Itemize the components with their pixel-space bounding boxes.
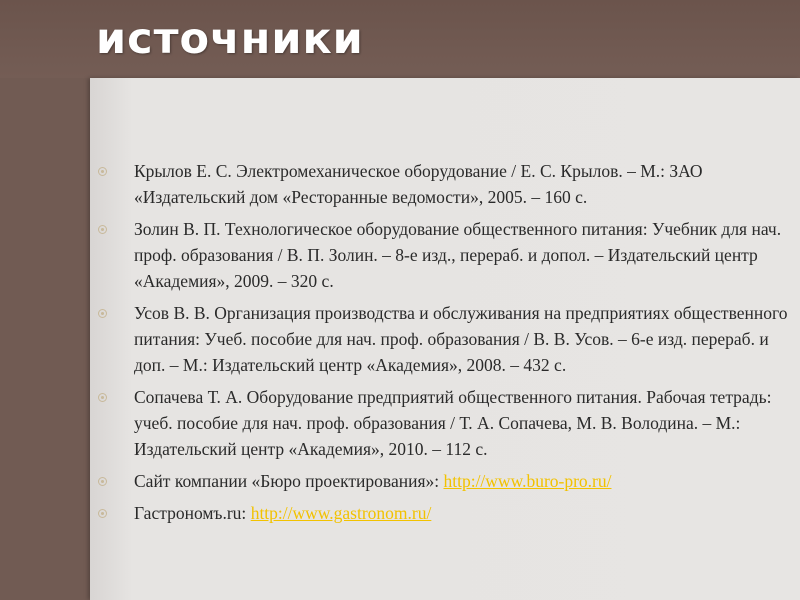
source-text: Золин В. П. Технологическое оборудование общественного питания: Учебник для нач. проф. образования / В. П. Золин. – 8-е изд., перераб. и допол. – Издательский центр «Академия», 2009. – 320 с. [134,219,782,291]
source-item-6 [90,500,800,526]
circle-bullet-icon [98,509,107,518]
circle-bullet-icon [98,225,107,234]
sources-list [90,158,800,532]
slide-title: источники [96,14,364,64]
source-text: Сайт компании «Бюро проектирования»: [134,471,444,491]
circle-bullet-icon [98,477,107,486]
circle-bullet-icon [98,309,107,318]
source-item-4 [90,384,800,462]
content-panel [90,78,800,600]
source-item-3 [90,300,800,378]
circle-bullet-icon [98,393,107,402]
source-text: Усов В. В. Организация производства и обслуживания на предприятиях общественного питания: Учеб. пособие для нач. проф. образования / В. В. Усов. – 6-е изд. перераб. и доп. – М.: Издательский центр «Академия», 2008. – 432 с. [134,303,788,375]
source-item-1 [90,158,800,210]
source-item-5 [90,468,800,494]
buro-pro-link[interactable]: http://www.buro-pro.ru/ [443,471,612,491]
circle-bullet-icon [98,167,107,176]
source-text: Сопачева Т. А. Оборудование предприятий общественного питания. Рабочая тетрадь: учеб. пособие для нач. проф. образования / Т. А. Сопачева, М. В. Володина. – М.: Издательский центр «Академия», 2010. – 112 с. [134,387,772,459]
source-text: Гастрономъ.ru: [134,503,251,523]
source-text: Крылов Е. С. Электромеханическое оборудование / Е. С. Крылов. – М.: ЗАО «Издательский дом «Ресторанные ведомости», 2005. – 160 с. [134,161,703,207]
gastronom-link[interactable]: http://www.gastronom.ru/ [250,503,432,523]
source-item-2 [90,216,800,294]
